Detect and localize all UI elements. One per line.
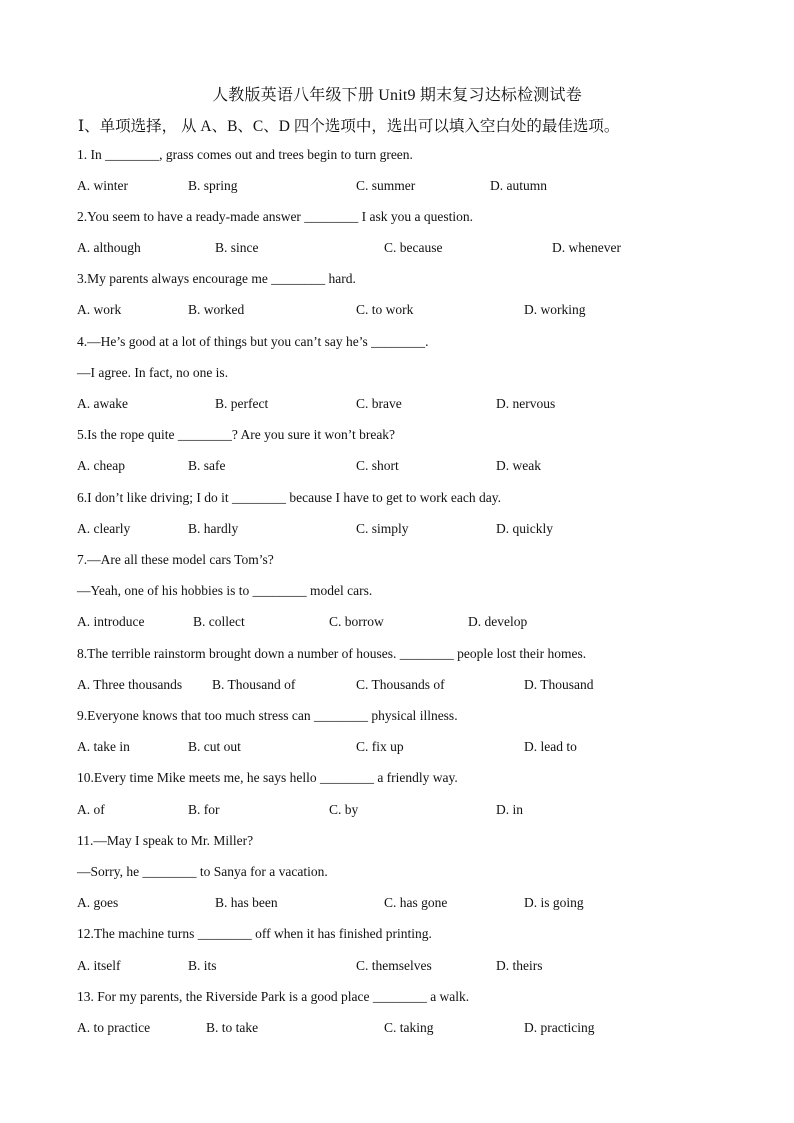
question-6-option-a: A. clearly bbox=[77, 521, 131, 536]
question-9-option-c: C. fix up bbox=[356, 739, 404, 754]
question-13-stem: 13. For my parents, the Riverside Park is a good place ________ a walk. bbox=[77, 989, 470, 1004]
question-5-option-c: C. short bbox=[356, 458, 399, 473]
question-3-option-b: B. worked bbox=[188, 302, 245, 317]
question-11-option-a: A. goes bbox=[77, 895, 119, 910]
question-9-stem: 9.Everyone knows that too much stress can ________ physical illness. bbox=[77, 708, 458, 723]
question-5-option-a: A. cheap bbox=[77, 458, 125, 473]
question-7-option-d: D. develop bbox=[468, 614, 528, 629]
question-9-option-a: A. take in bbox=[77, 739, 130, 754]
question-10-stem: 10.Every time Mike meets me, he says hello ________ a friendly way. bbox=[77, 770, 458, 785]
question-11-stem: 11.—May I speak to Mr. Miller? bbox=[77, 833, 254, 848]
question-8-option-a: A. Three thousands bbox=[77, 677, 183, 692]
question-10-option-b: B. for bbox=[188, 802, 220, 817]
question-9-option-d: D. lead to bbox=[524, 739, 577, 754]
question-7-reply: —Yeah, one of his hobbies is to ________ model cars. bbox=[77, 583, 373, 598]
question-3-option-d: D. working bbox=[524, 302, 586, 317]
question-7-option-b: B. collect bbox=[193, 614, 245, 629]
question-2-option-a: A. although bbox=[77, 240, 141, 255]
question-13-option-a: A. to practice bbox=[77, 1020, 151, 1035]
question-5-option-b: B. safe bbox=[188, 458, 226, 473]
question-2-stem: 2.You seem to have a ready-made answer ________ I ask you a question. bbox=[77, 209, 474, 224]
question-3-option-a: A. work bbox=[77, 302, 122, 317]
question-13-option-c: C. taking bbox=[384, 1020, 434, 1035]
section-heading: Ⅰ、单项选择， 从 A、B、C、D 四个选项中，选出可以填入空白处的最佳选项。 bbox=[78, 118, 620, 135]
question-12-option-a: A. itself bbox=[77, 958, 121, 973]
question-5-option-d: D. weak bbox=[496, 458, 541, 473]
question-1-option-c: C. summer bbox=[356, 178, 416, 193]
question-6-option-d: D. quickly bbox=[496, 521, 553, 536]
page-title: 人教版英语八年级下册 Unit9 期末复习达标检测试卷 bbox=[212, 87, 582, 104]
question-13-option-d: D. practicing bbox=[524, 1020, 595, 1035]
question-12-option-b: B. its bbox=[188, 958, 217, 973]
question-3-option-c: C. to work bbox=[356, 302, 414, 317]
question-7-stem: 7.—Are all these model cars Tom’s? bbox=[77, 552, 274, 567]
question-7-option-c: C. borrow bbox=[329, 614, 384, 629]
question-8-option-b: B. Thousand of bbox=[212, 677, 296, 692]
question-8-option-d: D. Thousand bbox=[524, 677, 594, 692]
question-9-option-b: B. cut out bbox=[188, 739, 241, 754]
question-2-option-b: B. since bbox=[215, 240, 259, 255]
question-8-option-c: C. Thousands of bbox=[356, 677, 445, 692]
question-10-option-d: D. in bbox=[496, 802, 523, 817]
question-10-option-c: C. by bbox=[329, 802, 359, 817]
question-6-stem: 6.I don’t like driving; I do it ________ because I have to get to work each day. bbox=[77, 490, 502, 505]
question-10-option-a: A. of bbox=[77, 802, 105, 817]
question-4-stem: 4.—He’s good at a lot of things but you can’t say he’s ________. bbox=[77, 334, 429, 349]
question-5-stem: 5.Is the rope quite ________? Are you sure it won’t break? bbox=[77, 427, 396, 442]
question-4-option-a: A. awake bbox=[77, 396, 128, 411]
question-8-stem: 8.The terrible rainstorm brought down a number of houses. ________ people lost their homes. bbox=[77, 646, 587, 661]
question-4-reply: —I agree. In fact, no one is. bbox=[77, 365, 229, 380]
question-4-option-d: D. nervous bbox=[496, 396, 556, 411]
question-1-stem: 1. In ________, grass comes out and trees begin to turn green. bbox=[77, 147, 413, 162]
question-4-option-c: C. brave bbox=[356, 396, 402, 411]
question-4-option-b: B. perfect bbox=[215, 396, 269, 411]
question-7-option-a: A. introduce bbox=[77, 614, 145, 629]
question-12-stem: 12.The machine turns ________ off when it has finished printing. bbox=[77, 926, 432, 941]
question-3-stem: 3.My parents always encourage me ________ hard. bbox=[77, 271, 356, 286]
question-2-option-d: D. whenever bbox=[552, 240, 621, 255]
question-12-option-c: C. themselves bbox=[356, 958, 432, 973]
question-11-option-d: D. is going bbox=[524, 895, 584, 910]
question-11-option-b: B. has been bbox=[215, 895, 278, 910]
question-12-option-d: D. theirs bbox=[496, 958, 543, 973]
question-6-option-b: B. hardly bbox=[188, 521, 239, 536]
question-13-option-b: B. to take bbox=[206, 1020, 259, 1035]
question-1-option-d: D. autumn bbox=[490, 178, 547, 193]
question-1-option-a: A. winter bbox=[77, 178, 128, 193]
question-11-option-c: C. has gone bbox=[384, 895, 448, 910]
question-1-option-b: B. spring bbox=[188, 178, 238, 193]
question-6-option-c: C. simply bbox=[356, 521, 409, 536]
question-2-option-c: C. because bbox=[384, 240, 443, 255]
question-11-reply: —Sorry, he ________ to Sanya for a vacation. bbox=[77, 864, 328, 879]
